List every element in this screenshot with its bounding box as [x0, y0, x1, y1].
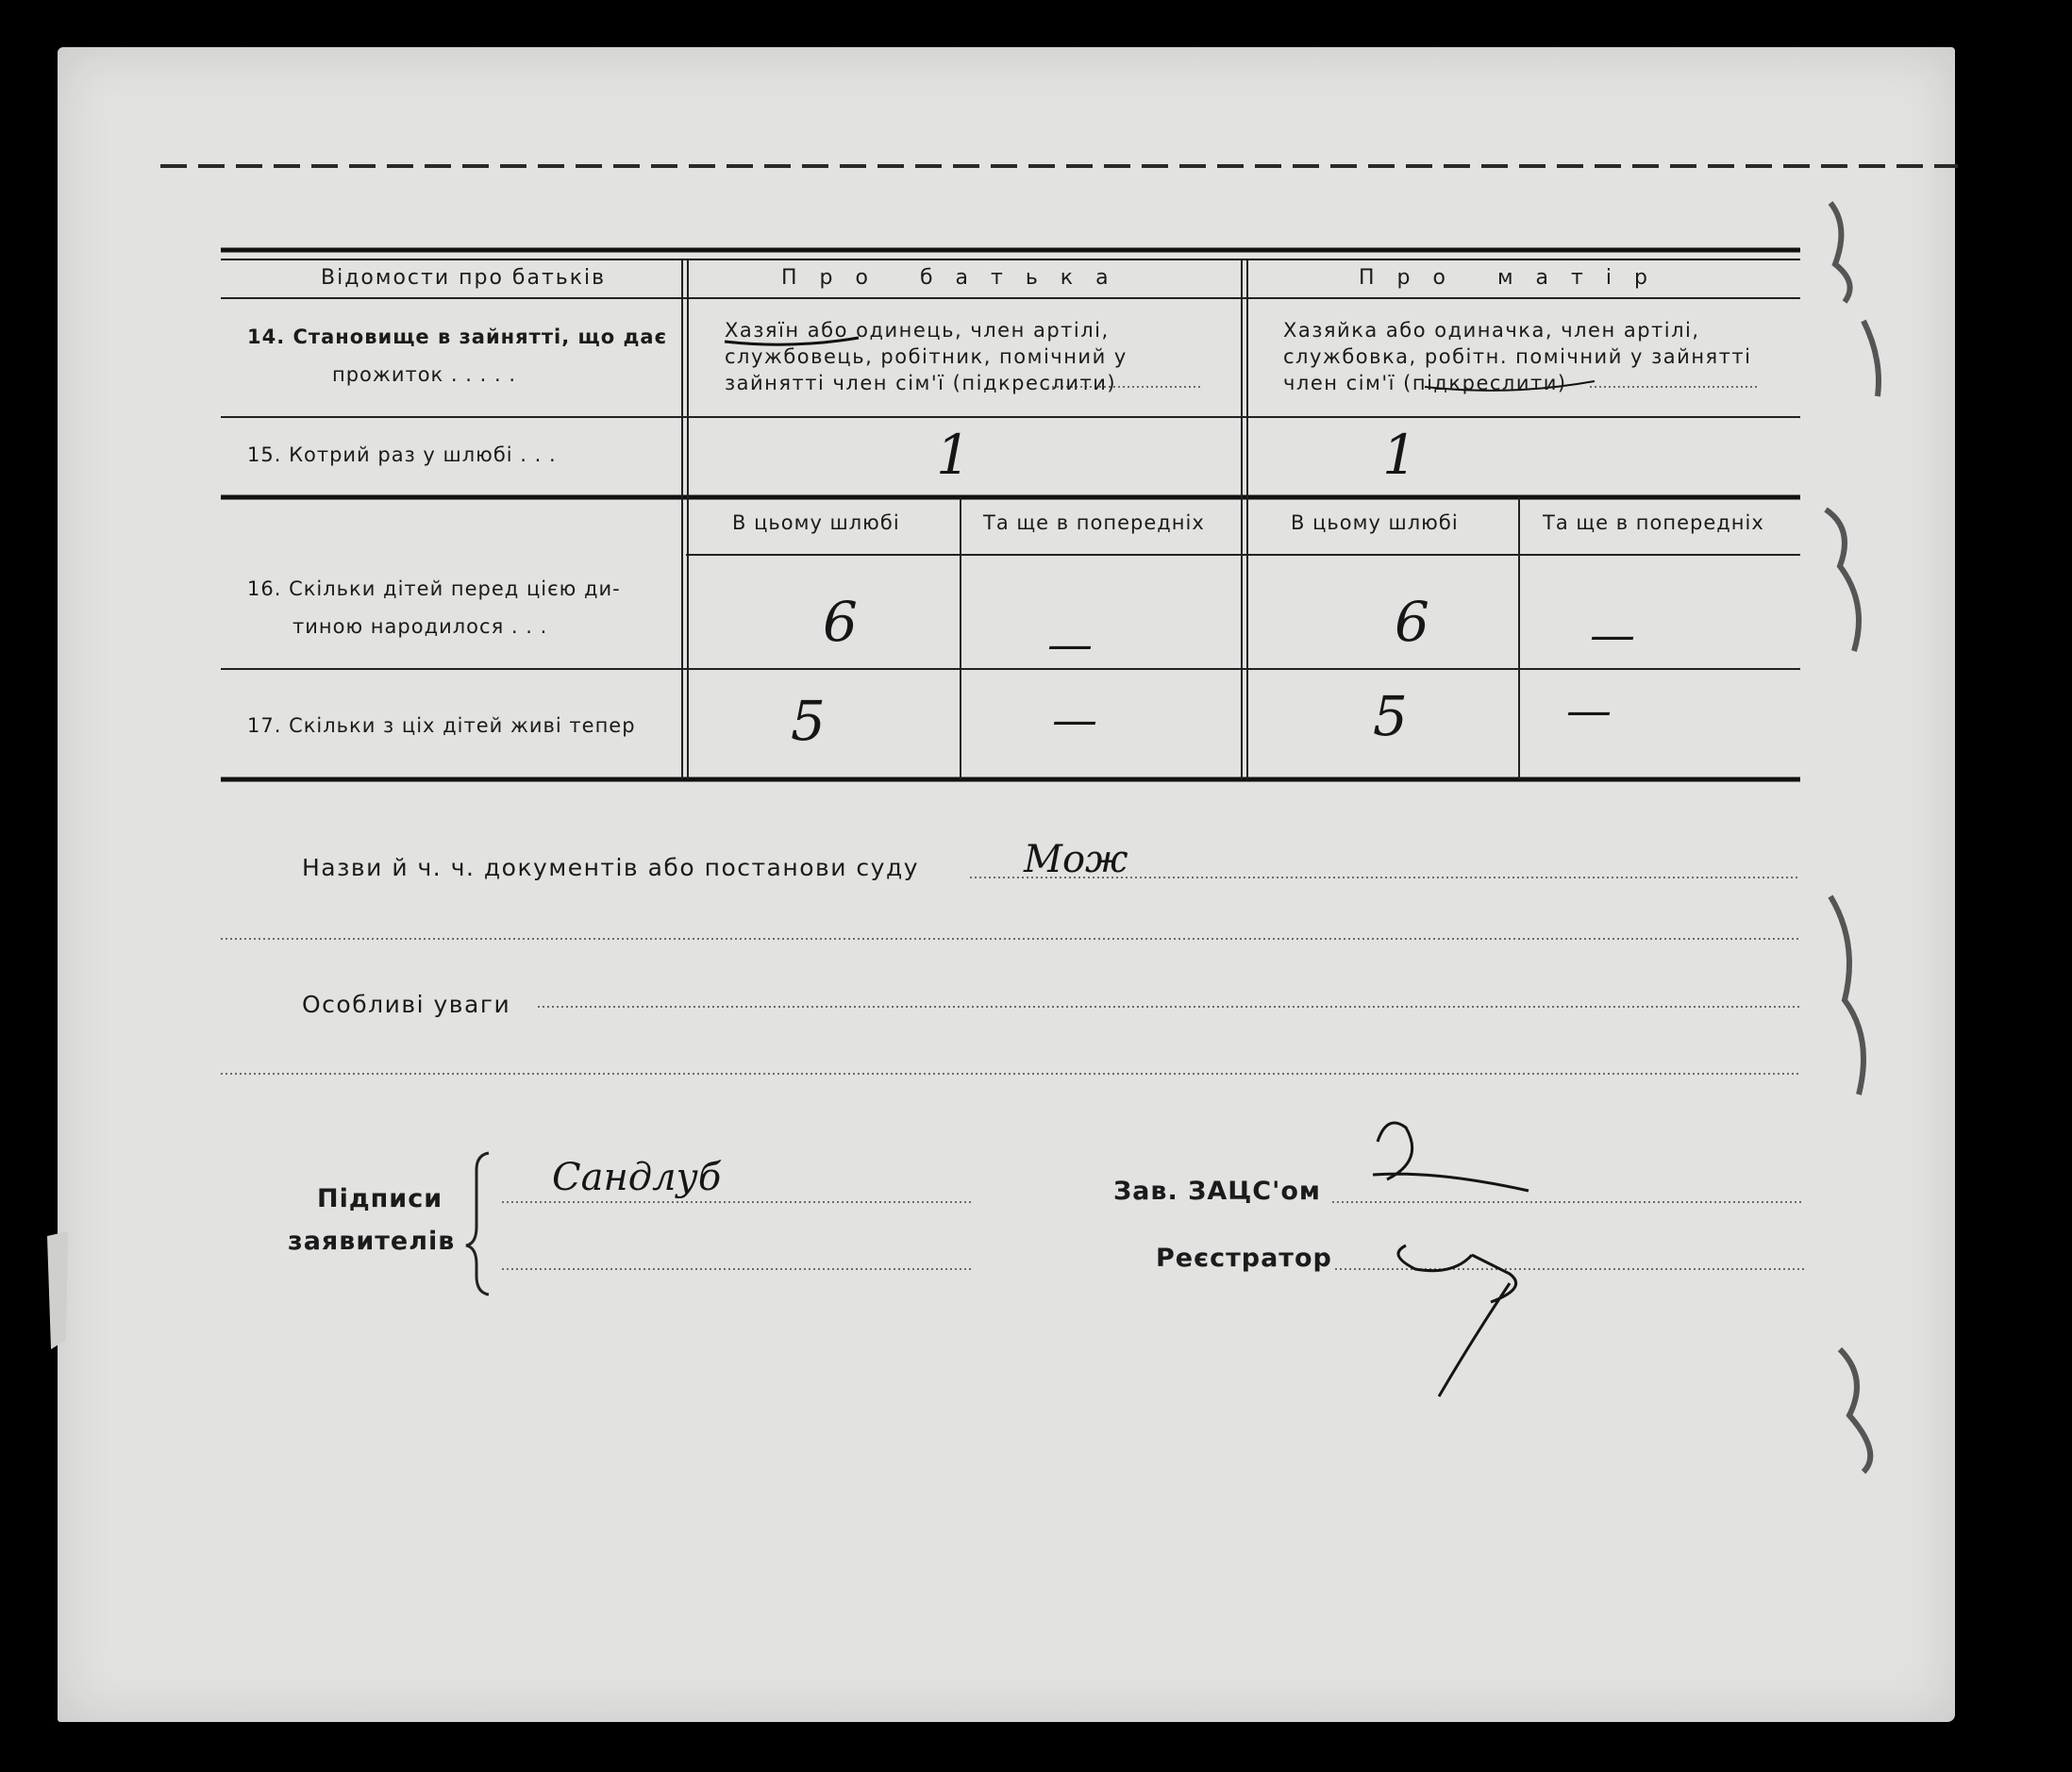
header-info-about-parents: Відомости про батьків [321, 266, 607, 290]
applicants-signatures-label-line1: Підписи [317, 1184, 443, 1213]
row17-mother-this: 5 [1373, 684, 1408, 748]
documents-label: Назви й ч. ч. документів або постанови суду [302, 854, 920, 881]
subheader-previous-father: Та ще в попередніх [983, 511, 1205, 534]
row16-label-line2: тиною народилося . . . [292, 615, 548, 638]
document-page [58, 47, 1955, 1722]
subheader-previous-mother: Та ще в попередніх [1543, 511, 1764, 534]
zags-head-label: Зав. ЗАЦС'ом [1113, 1177, 1321, 1206]
row16-mother-prev: — [1590, 609, 1635, 661]
row14-mother-options: Хазяйка або одиначка, член артілі, службовка, робітн. помічний у зайнятті член сім'ї (підкреслити) [1283, 319, 1752, 394]
row17-father-this: 5 [791, 689, 826, 753]
row16-father-prev: — [1047, 618, 1093, 671]
subheader-this-marriage-father: В цьому шлюбі [732, 511, 900, 534]
row14-father-options: Хазяїн або одинець, член артілі, службовець, робітник, помічний у зайнятті член сім'ї (підкреслити) [725, 319, 1128, 394]
subheader-this-marriage-mother: В цьому шлюбі [1291, 511, 1459, 534]
header-about-father: Про батька [781, 266, 1131, 290]
registrar-label: Реєстратор [1156, 1244, 1332, 1273]
row16-label-line1: 16. Скільки дітей перед цією ди- [247, 577, 621, 600]
header-about-mother: Про матір [1359, 266, 1670, 290]
row17-label: 17. Скільки з ціх дітей живі тепер [247, 714, 636, 737]
row17-mother-prev: — [1566, 684, 1612, 737]
row16-mother-this: 6 [1395, 590, 1429, 654]
documents-value: Мож [1024, 838, 1128, 881]
row17-father-prev: — [1052, 694, 1097, 746]
row14-label-line2: прожиток . . . . . [332, 363, 516, 386]
row15-mother-value: 1 [1382, 423, 1417, 487]
row15-label: 15. Котрий раз у шлюбі . . . [247, 443, 557, 466]
remarks-label: Особливі уваги [302, 991, 511, 1018]
applicants-signatures-label-line2: заявителів [288, 1227, 456, 1256]
row15-father-value: 1 [936, 423, 971, 487]
row14-label-line1: 14. Становище в зайнятті, що дає [247, 326, 668, 348]
applicant-signature: Сандлуб [552, 1156, 722, 1199]
row16-father-this: 6 [823, 590, 858, 654]
